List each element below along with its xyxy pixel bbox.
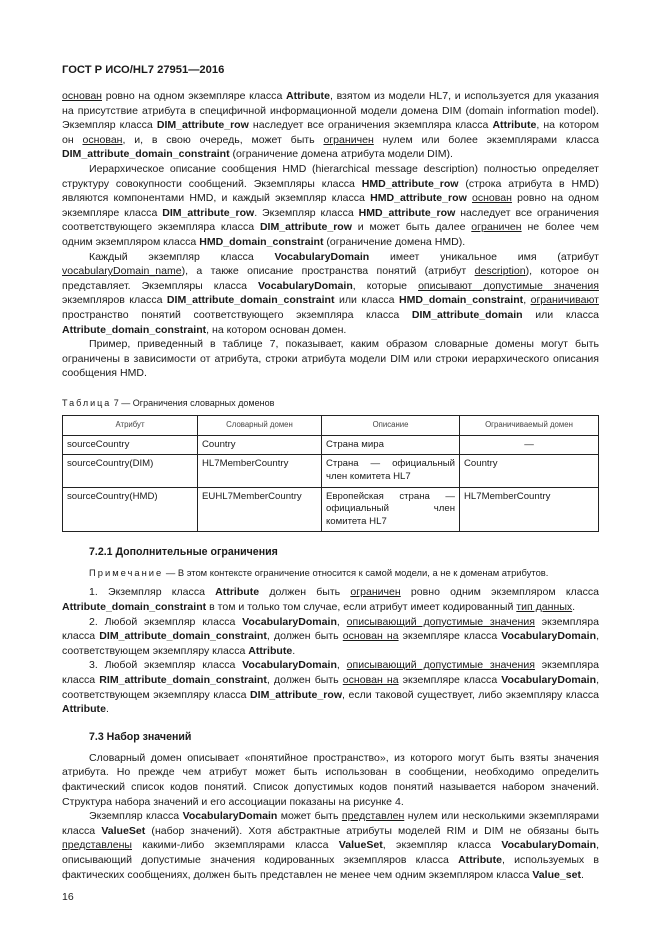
text-run: должен быть	[259, 586, 351, 599]
paragraph	[62, 337, 599, 381]
section-7-3-paragraphs	[62, 751, 599, 882]
text-run: Каждый экземпляр класса	[89, 250, 275, 263]
text-run: ,	[523, 294, 531, 307]
underlined-term: ограничен	[350, 586, 401, 599]
bold-term: DIM_attribute_domain_constraint	[166, 294, 335, 307]
text-run: ,	[336, 615, 347, 628]
text-run: нулем или несколькими экземплярами класса	[62, 810, 599, 837]
text-run: экземпляре класса	[398, 674, 502, 686]
underlined-term: основан	[471, 192, 512, 205]
underlined-term: ограничен	[471, 221, 522, 234]
text-run: имеет уникальное имя (атрибут	[369, 250, 599, 263]
text-run: ровно одним экземпляром класса	[400, 586, 599, 599]
bold-term: DIM_attribute_row	[259, 221, 352, 234]
bold-term: VocabularyDomain	[258, 279, 353, 292]
text-run: может быть	[277, 810, 342, 823]
table-cell: Country	[198, 435, 322, 455]
text-run: , соответствующем экземпляру класса	[62, 630, 599, 657]
text-run: ровно на одном экземпляре класса	[102, 90, 286, 102]
text-run: .	[572, 601, 576, 614]
table-cell: EUHL7MemberCountry	[198, 487, 322, 532]
table-cell: Country	[460, 455, 599, 487]
bold-term: DIM_attribute_domain	[411, 308, 523, 321]
bold-term: VocabularyDomain	[242, 659, 337, 672]
text-run: .	[581, 868, 584, 881]
bold-term: ValueSet	[338, 839, 383, 852]
note	[62, 566, 599, 579]
bold-term: HMD_attribute_row	[361, 177, 459, 190]
text-run: (набор значений). Хотя абстрактные атрибуты моделей RIM и DIM не обязаны быть	[145, 824, 599, 837]
bold-term: DIM_attribute_row	[250, 688, 343, 701]
text-run: (строка атрибута в HMD) являются компонентами HMD, и каждый экземпляр класса	[62, 177, 600, 205]
text-run: или класса	[334, 294, 399, 307]
underlined-term: основан	[62, 90, 103, 102]
table-row	[63, 455, 599, 487]
bold-term: VocabularyDomain	[182, 810, 278, 823]
underlined-term: description	[474, 265, 526, 278]
paragraph	[62, 658, 599, 716]
text-run: , используемых в фактических сообщениях, должен быть представлен не менее чем одним экземпляром класса	[62, 853, 599, 881]
underlined-term: основан на	[342, 674, 399, 686]
underlined-term: vocabularyDomain_name	[62, 265, 182, 278]
bold-term: Attribute	[62, 703, 106, 716]
bold-term: VocabularyDomain	[274, 250, 370, 263]
text-run: 3. Любой экземпляр класса	[89, 659, 243, 672]
text-run: Экземпляр класса	[89, 810, 183, 823]
table-cell: Европейская страна — официальный член комитета HL7	[322, 487, 460, 532]
bold-term: Attribute	[458, 853, 503, 866]
bold-term: VocabularyDomain	[501, 674, 597, 686]
text-run: экземпляра класса	[62, 659, 600, 686]
paragraph	[62, 751, 599, 809]
paragraph	[62, 615, 599, 659]
text-run: , на котором он	[62, 119, 599, 146]
bold-term: VocabularyDomain	[501, 839, 597, 852]
section-7-2-1-paragraphs	[62, 585, 599, 716]
text-run: , если таковой существует, либо экземпляру класса	[342, 688, 599, 701]
text-run: .	[105, 703, 109, 716]
vocabulary-domain-table	[62, 415, 599, 533]
bold-term: DIM_attribute_row	[156, 119, 249, 132]
text-run: , описывающий допустимые значения кодированных экземпляров класса	[62, 839, 600, 866]
text-run: ), а также описание пространства понятий (атрибут	[181, 265, 475, 278]
text-run: .	[292, 644, 296, 657]
text-run: , соответствующем экземпляру класса	[62, 674, 599, 701]
table-header-row	[63, 415, 599, 435]
bold-term: Attribute	[492, 119, 537, 132]
bold-term: Attribute	[215, 586, 260, 599]
text-run: , и, в свою очередь, может быть	[122, 133, 324, 146]
document-header: ГОСТ Р ИСО/HL7 27951—2016	[62, 64, 225, 76]
bold-term: HMD_attribute_row	[358, 206, 456, 219]
table-row	[63, 435, 599, 455]
section-heading-7-3: 7.3 Набор значений	[89, 730, 192, 743]
table-caption-text: 7 — Ограничения словарных доменов	[111, 397, 275, 408]
text-run: и может быть далее	[351, 221, 472, 234]
table-cell: HL7MemberCountry	[198, 455, 322, 487]
text-run: не более чем одним экземпляром класса	[62, 221, 600, 248]
intro-paragraphs	[62, 89, 599, 381]
bold-term: VocabularyDomain	[242, 615, 337, 628]
table-cell: —	[460, 435, 599, 455]
text-run: экземпляров класса	[62, 294, 167, 307]
section-heading-7-2-1: 7.2.1 Дополнительные ограничения	[89, 546, 278, 559]
text-run: , взятом из модели HL7, и используется для указания на присутствие атрибута в специфичной информационной модели домена DIM (domain information model). Экземпляр класса	[62, 90, 599, 132]
text-run: или класса	[522, 308, 599, 321]
underlined-term: ограничен	[323, 133, 374, 146]
underlined-term: описывающий допустимые значения	[346, 659, 535, 672]
bold-term: VocabularyDomain	[501, 630, 597, 643]
table-cell: sourceCountry	[63, 435, 198, 455]
text-run: нулем или более экземплярами класса	[373, 133, 599, 146]
table-cell: Страна мира	[322, 435, 460, 455]
bold-term: HMD_attribute_row	[370, 192, 467, 205]
text-run: (ограничение домена атрибута модели DIM).	[229, 148, 453, 161]
text-run: какими-либо экземплярами класса	[132, 839, 339, 852]
page-body	[62, 89, 599, 882]
underlined-term: представлены	[62, 839, 133, 852]
bold-term: RIM_attribute_domain_constraint	[99, 674, 267, 686]
text-run: ), которое он представляет. Экземпляры класса	[62, 265, 599, 292]
column-header: Словарный домен	[198, 415, 322, 435]
text-run: . Экземпляр класса	[254, 206, 359, 219]
underlined-term: основан	[82, 133, 123, 146]
table-caption-label: Таблица	[62, 397, 112, 408]
paragraph	[62, 809, 599, 882]
text-run: экземпляра класса	[62, 615, 600, 643]
table-cell: HL7MemberCountry	[460, 487, 599, 532]
text-run: (ограничение домена HMD).	[323, 235, 466, 248]
column-header: Атрибут	[63, 415, 198, 435]
table-cell: sourceCountry(DIM)	[63, 455, 198, 487]
underlined-term: описывающий допустимые значения	[346, 615, 535, 628]
paragraph	[62, 89, 599, 162]
bold-term: Attribute	[286, 90, 330, 102]
note-text: — В этом контексте ограничение относится к самой модели, а не к доменам атрибутов.	[163, 567, 549, 579]
text-run: , должен быть	[266, 630, 343, 643]
bold-term: DIM_attribute_domain_constraint	[99, 630, 267, 643]
underlined-term: ограничивают	[530, 294, 599, 307]
bold-term: Attribute_domain_constraint	[62, 323, 207, 336]
text-run: , должен быть	[266, 674, 343, 686]
text-run: в том и только том случае, если атрибут имеет кодированный	[206, 601, 517, 614]
table-row	[63, 487, 599, 532]
table-cell: Страна — официальный член комитета HL7	[322, 455, 460, 487]
bold-term: Value_set	[532, 868, 581, 881]
text-run: , которые	[352, 279, 419, 292]
underlined-term: тип данных	[516, 601, 573, 614]
text-run: ,	[336, 659, 347, 672]
column-header: Ограничиваемый домен	[460, 415, 599, 435]
bold-term: ValueSet	[101, 824, 146, 837]
note-label: Примечание	[89, 567, 164, 579]
text-run: наследует все ограничения экземпляра класса	[248, 119, 493, 132]
text-run: Иерархическое описание сообщения HMD (hierarchical message description) полностью определяет структуру совокупности сообщений. Экземпляры класса	[62, 162, 599, 190]
text-run: Словарный домен описывает «понятийное пространство», из которого могут быть взяты значения атрибута. Но прежде чем атрибут может быть использован в сообщении, необходимо определить фактический список кодов понятий. Список допустимых кодов понятий называется набором значений. Структура набора значений и его ассоциации показаны на рисунке 4.	[62, 751, 599, 808]
text-run: 2. Любой экземпляр класса	[89, 615, 243, 628]
text-run: Пример, приведенный в таблице 7, показывает, каким образом словарные домены могут быть ограничены в зависимости от атрибута, строки атрибута модели DIM или строки иерархического описания сообщения HMD.	[62, 338, 599, 380]
text-run: 1. Экземпляр класса	[89, 586, 216, 599]
text-run: , экземпляр класса	[382, 839, 502, 852]
underlined-term: представлен	[341, 810, 405, 823]
bold-term: Attribute	[248, 644, 293, 657]
bold-term: HMD_domain_constraint	[199, 235, 324, 248]
paragraph	[62, 162, 599, 250]
bold-term: DIM_attribute_row	[162, 206, 255, 219]
bold-term: Attribute_domain_constraint	[62, 601, 207, 614]
text-run: ровно на одном экземпляре класса	[62, 192, 599, 219]
text-run: наследует все ограничения соответствующего экземпляра класса	[62, 206, 599, 234]
text-run: пространство понятий соответствующего экземпляра класса	[62, 308, 412, 321]
column-header: Описание	[322, 415, 460, 435]
text-run: экземпляре класса	[398, 630, 502, 643]
page-number: 16	[62, 891, 74, 904]
paragraph	[62, 250, 599, 338]
bold-term: HMD_domain_constraint	[398, 294, 524, 307]
table-caption	[62, 397, 599, 409]
text-run: , на котором основан домен.	[206, 323, 347, 336]
bold-term: DIM_attribute_domain_constraint	[62, 148, 230, 161]
table-cell: sourceCountry(HMD)	[63, 487, 198, 532]
underlined-term: описывают допустимые значения	[418, 279, 599, 292]
paragraph	[62, 585, 599, 614]
underlined-term: основан на	[342, 630, 399, 643]
